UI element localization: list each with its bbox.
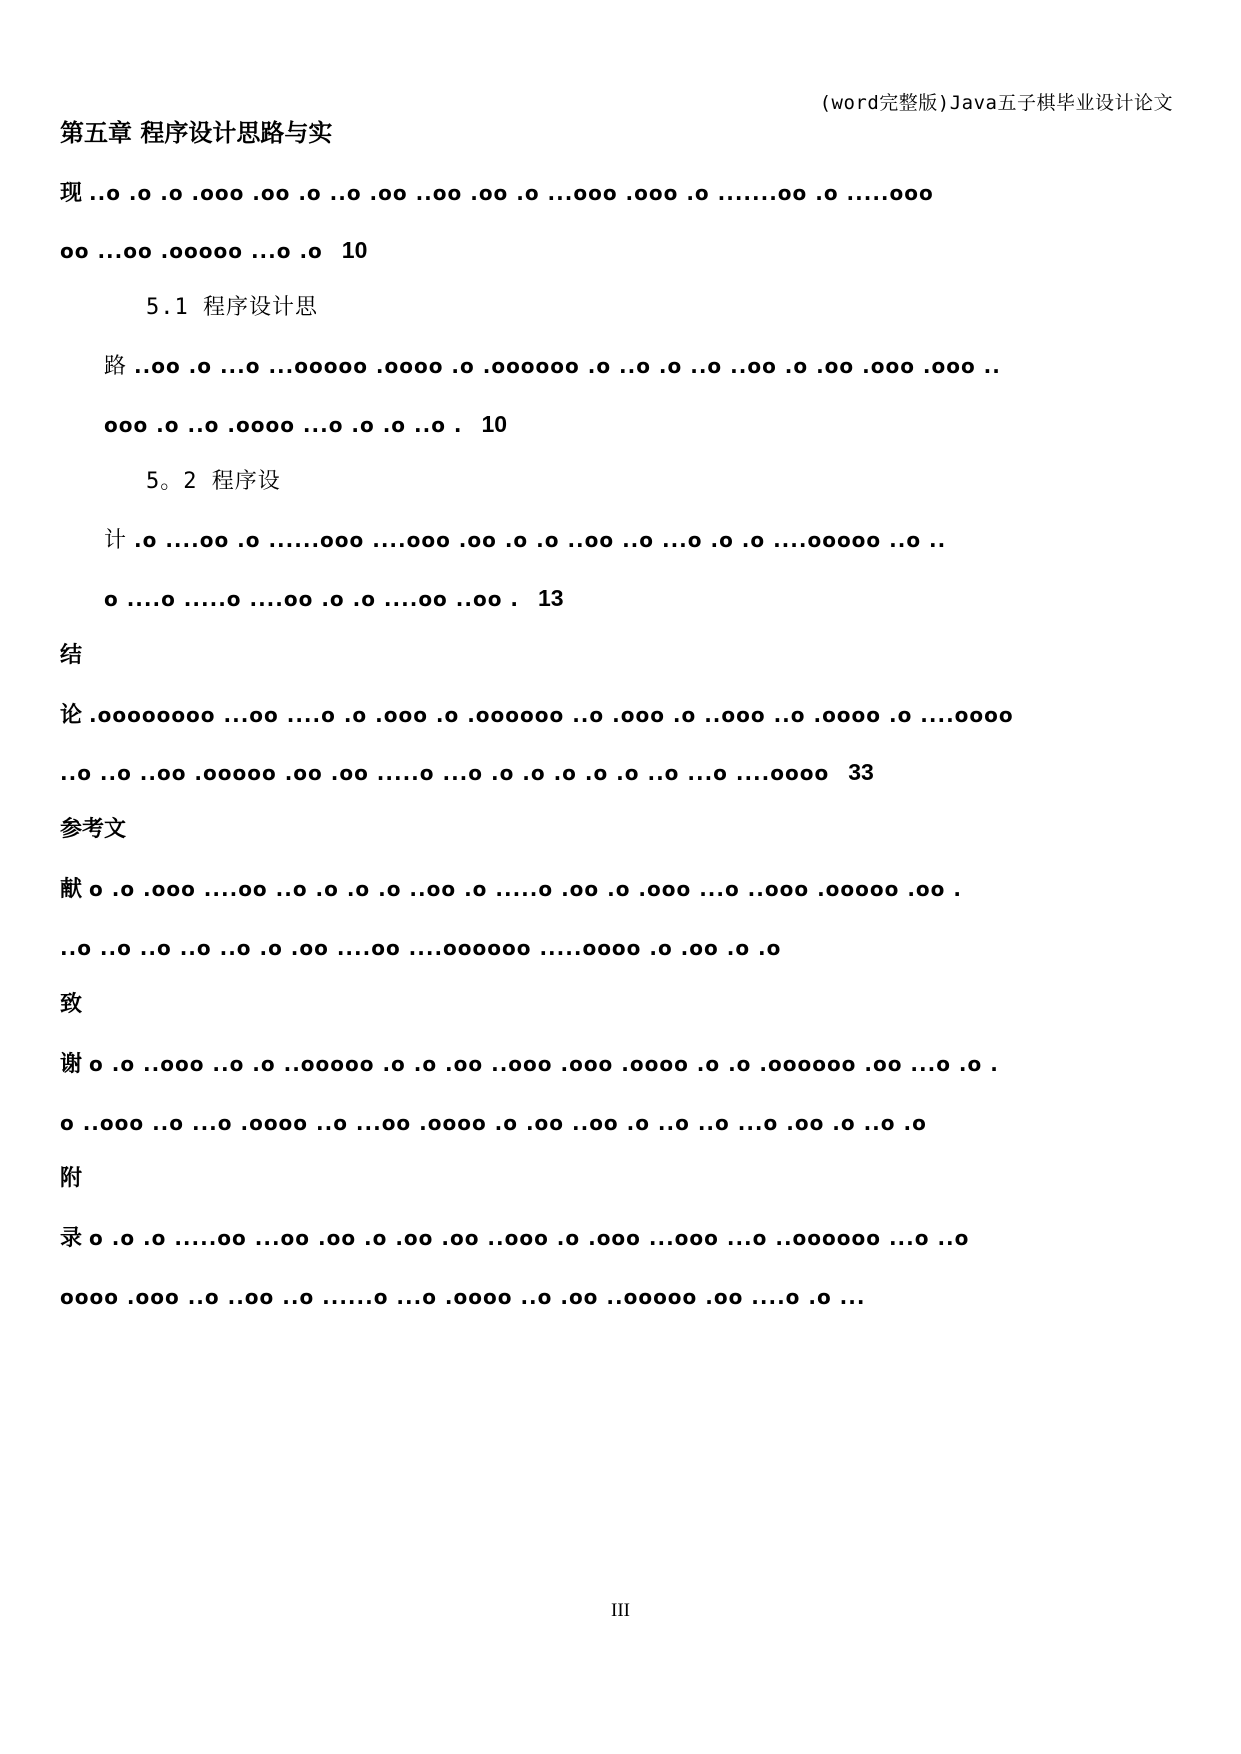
toc-section-5-1-leader2: ooo .o ..o .oooo ...o .o .o ..o .	[104, 413, 463, 437]
toc-chapter5-tail: 现	[60, 181, 83, 206]
toc-acknowledgements-tail: 谢	[60, 1052, 83, 1077]
toc-conclusion-page: 33	[848, 759, 874, 785]
toc-appendix-leader1: o .o .o .....oo ...oo .oo .o .oo .oo ..ooo .o .ooo ...ooo ...o ..oooooo ...o ..o	[89, 1226, 970, 1250]
toc-section-5-2-line1	[104, 525, 1183, 556]
toc-acknowledgements-line2	[60, 1107, 1183, 1139]
toc-chapter5-title: 第五章 程序设计思路与实	[60, 119, 333, 147]
toc-appendix-line2	[60, 1281, 1183, 1313]
toc-conclusion-leader1: .oooooooo ...oo ....o .o .ooo .o .oooooo ..o .ooo .o ..ooo ..o .oooo .o ....oooo	[89, 703, 1014, 727]
toc-conclusion-leader2: ..o ..o ..oo .ooooo .oo .oo .....o ...o .o .o .o .o .o ..o ...o ....oooo	[60, 761, 830, 785]
toc-section-5-1-line1	[104, 351, 1183, 382]
toc-section-5-1-title: 5.1 程序设计思	[146, 295, 318, 320]
toc-section-5-2-line2	[104, 583, 1183, 615]
toc-acknowledgements-leader1: o .o ..ooo ..o .o ..ooooo .o .o .oo ..ooo .ooo .oooo .o .o .oooooo .oo ...o .o .	[89, 1052, 999, 1076]
toc-appendix-line1	[60, 1223, 1183, 1254]
toc-chapter5-line2	[60, 235, 1183, 267]
toc-references-title: 参考文	[60, 817, 127, 842]
toc-acknowledgements-line1	[60, 1049, 1183, 1080]
document-header: (word完整版)Java五子棋毕业设计论文	[819, 92, 1173, 114]
toc-chapter5-line1	[60, 178, 1183, 209]
toc-appendix-leader2: oooo .ooo ..o ..oo ..o ......o ...o .oooo ..o .oo ..ooooo .oo ....o .o ...	[60, 1285, 866, 1309]
toc-conclusion-tail: 论	[60, 703, 83, 728]
toc-conclusion-line1	[60, 700, 1183, 731]
toc-conclusion-line2	[60, 757, 1183, 789]
toc-acknowledgements-leader2: o ..ooo ..o ...o .oooo ..o ...oo .oooo .o .oo ..oo .o ..o ..o ...o .oo .o ..o .o	[60, 1111, 927, 1135]
toc-references-line1	[60, 874, 1183, 905]
toc-section-5-1-page: 10	[481, 411, 508, 437]
toc-appendix-tail: 录	[60, 1226, 83, 1251]
toc-section-5-2-leader1: .o ....oo .o ......ooo ....ooo .oo .o .o ..oo ..o ...o .o .o ....ooooo ..o ..	[134, 528, 947, 552]
toc-section-5-2-page: 13	[538, 585, 564, 611]
toc-section-5-1-line2	[104, 409, 1183, 441]
toc-section-5-1-tail: 路	[104, 354, 128, 379]
toc-references-leader2: ..o ..o ..o ..o ..o .o .oo ....oo ....oooooo .....oooo .o .oo .o .o	[60, 936, 782, 960]
toc-section-5-2-tail: 计	[104, 528, 128, 553]
toc-chapter5-leader2: oo ...oo .ooooo ...o .o	[60, 239, 323, 263]
toc-references-line2	[60, 932, 1183, 964]
toc-references-tail: 献	[60, 877, 83, 902]
toc-chapter5-leader1: ..o .o .o .ooo .oo .o ..o .oo ..oo .oo .o ...ooo .ooo .o .......oo .o .....ooo	[89, 181, 934, 205]
toc-section-5-1-leader1: ..oo .o ...o ...ooooo .oooo .o .oooooo .o ..o .o ..o ..oo .o .oo .ooo .ooo ..	[134, 354, 1001, 378]
toc-section-5-2-leader2: o ....o .....o ....oo .o .o ....oo ..oo .	[104, 587, 519, 611]
toc-chapter5-page: 10	[341, 237, 368, 263]
toc-references-leader1: o .o .ooo ....oo ..o .o .o .o ..oo .o .....o .oo .o .ooo ...o ..ooo .ooooo .oo .	[89, 877, 962, 901]
toc-conclusion-title: 结	[60, 643, 83, 668]
page-number: III	[611, 1600, 630, 1621]
toc-appendix-title: 附	[60, 1166, 83, 1191]
toc-acknowledgements-title: 致	[60, 992, 83, 1017]
toc-section-5-2-title: 5。2 程序设	[146, 469, 281, 494]
